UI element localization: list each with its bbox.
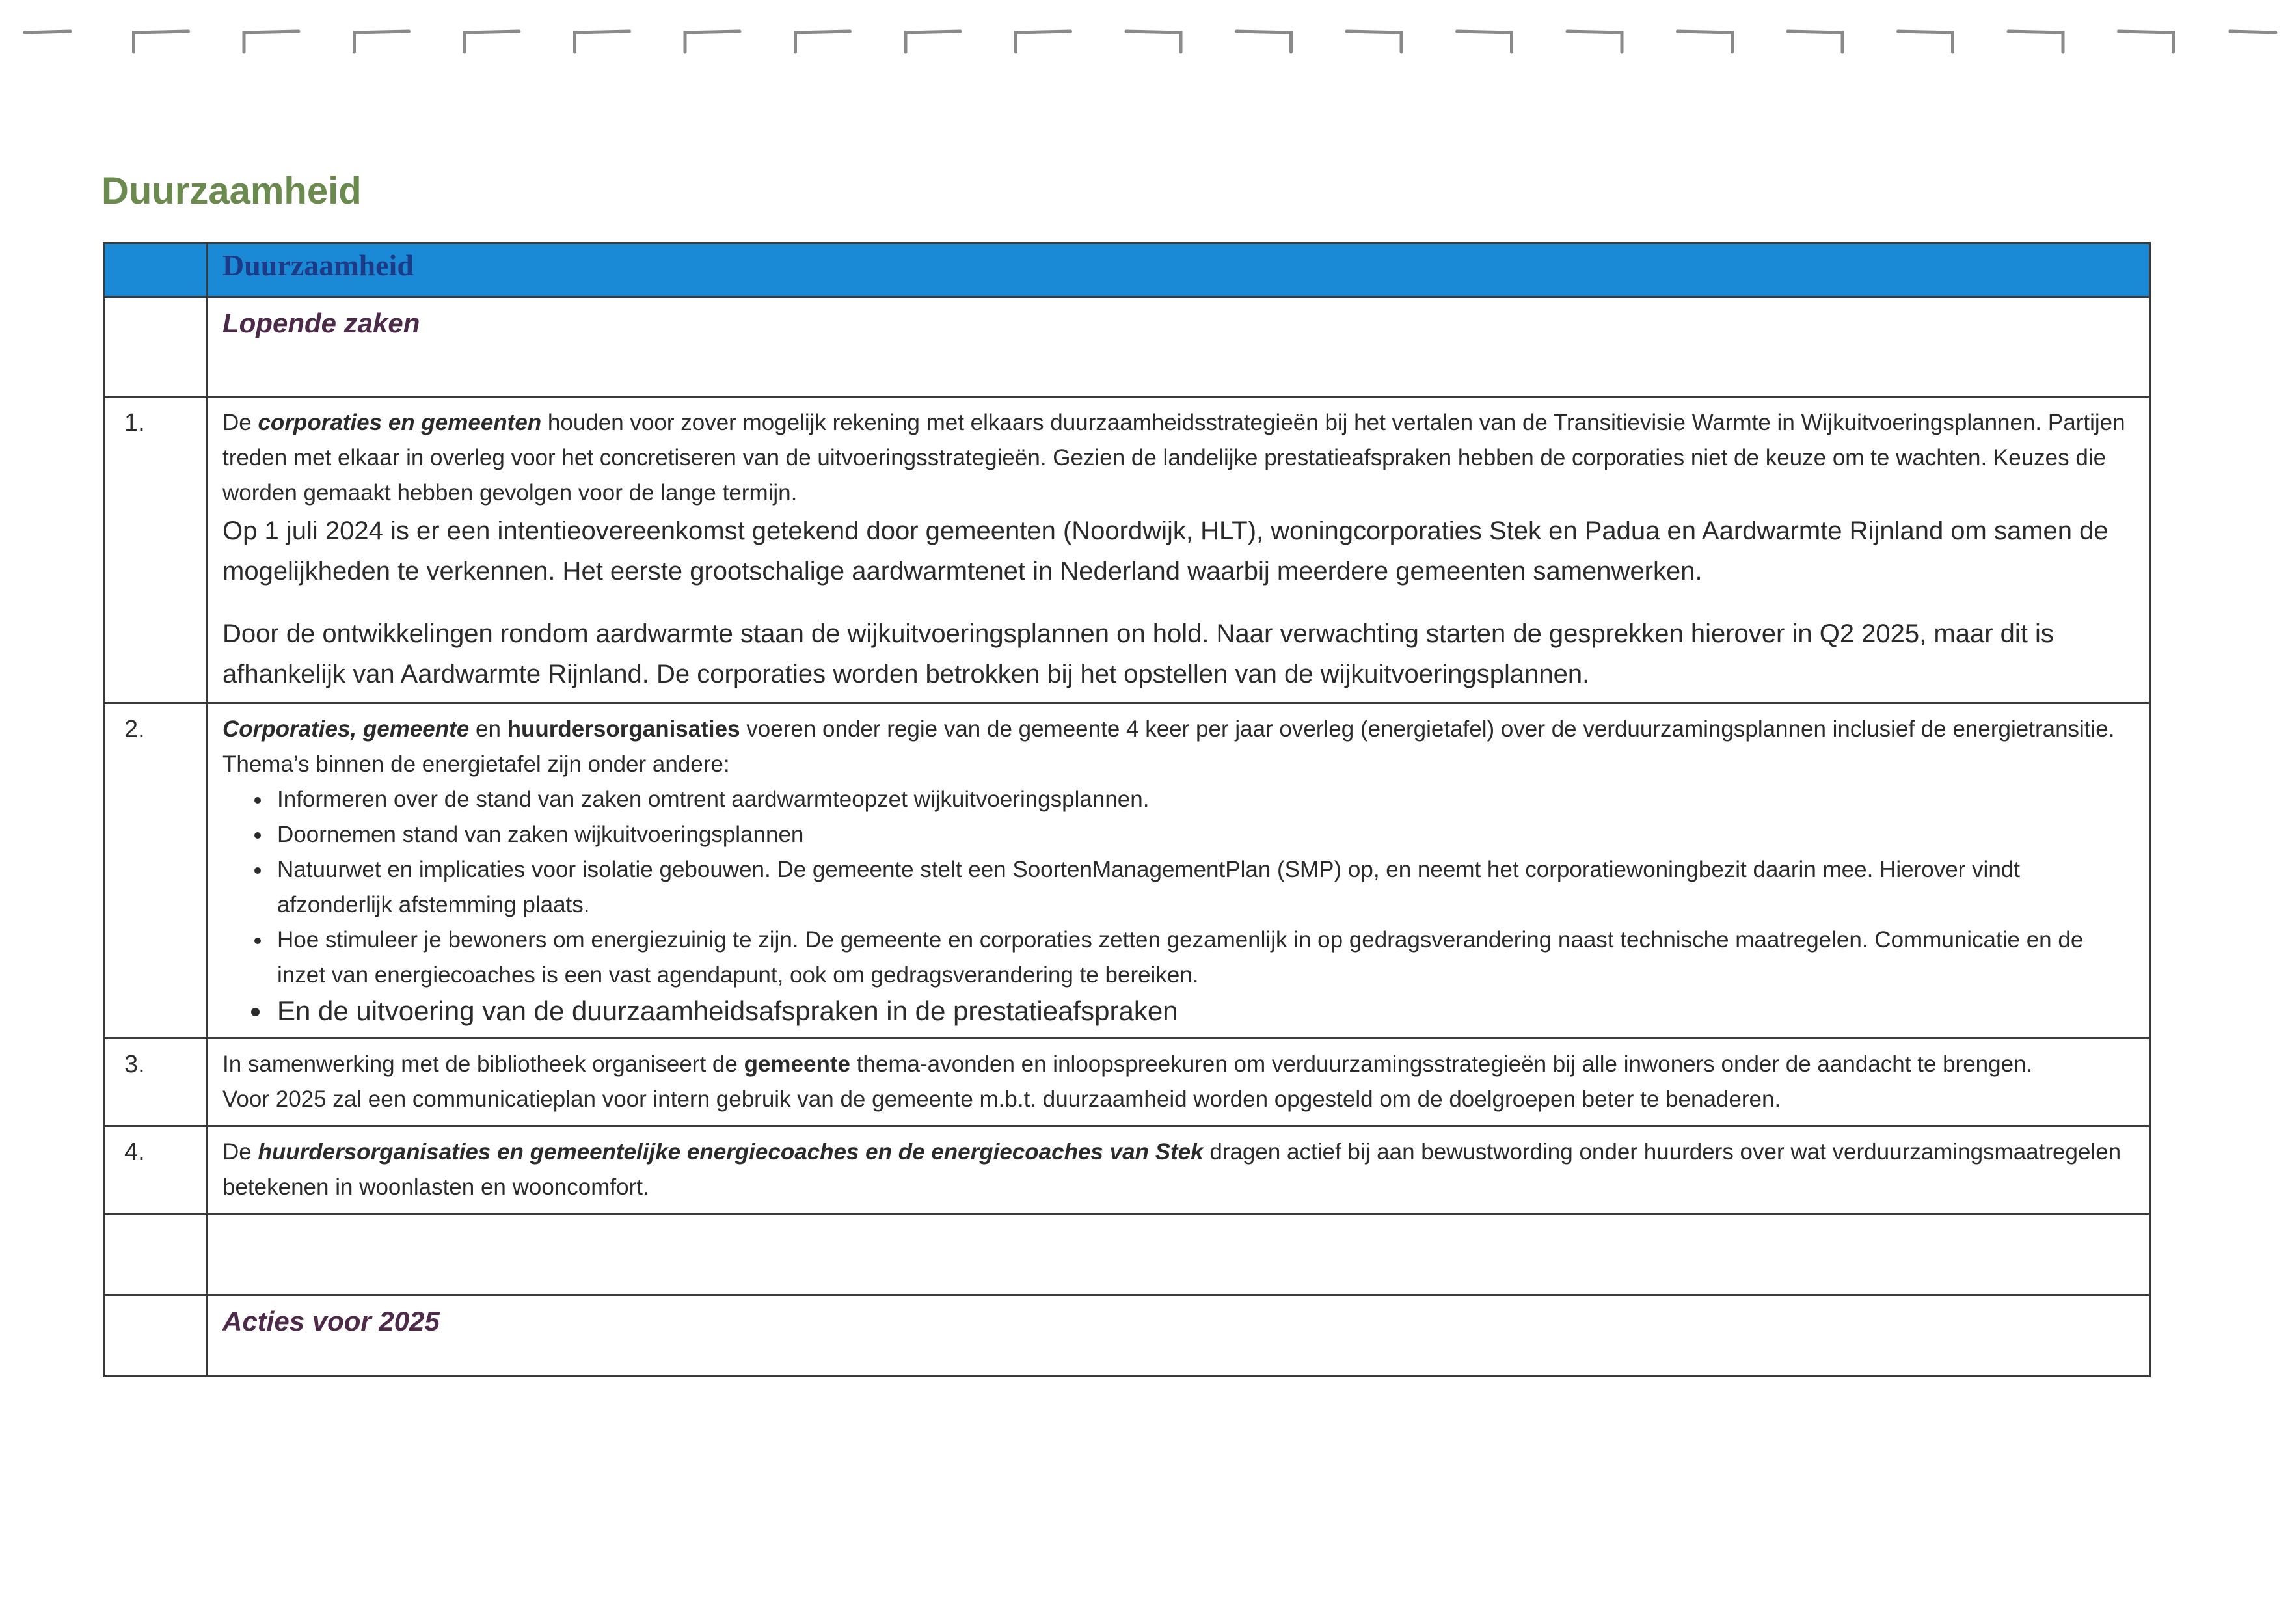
punch-mark	[1016, 31, 1071, 52]
empty-row	[104, 1214, 2150, 1295]
row-content	[208, 1038, 2150, 1126]
table-header-row	[104, 243, 2150, 297]
section-row-acties	[104, 1295, 2150, 1377]
section-row-lopende-zaken	[104, 297, 2150, 397]
punch-mark	[685, 31, 740, 52]
row-content	[208, 703, 2150, 1038]
emphasis-text: huurdersorganisaties en gemeentelijke energiecoaches en de energiecoaches van Stek	[258, 1139, 1204, 1165]
row-number: 2.	[104, 703, 208, 1038]
punch-mark	[1898, 31, 1953, 52]
header-title-cell	[208, 243, 2150, 297]
header-number-cell	[104, 243, 208, 297]
punch-mark	[1788, 31, 1842, 52]
punch-mark	[1567, 31, 1622, 52]
section-heading-lopende-zaken: Lopende zaken	[222, 308, 420, 338]
paragraph-spacer	[222, 591, 2135, 614]
row-paragraph: Corporaties, gemeente en huurdersorganisaties voeren onder regie van de gemeente 4 keer per jaar overleg (energietafel) over de verduurzamingsplannen inclusief de energietransitie.	[222, 716, 2115, 742]
punch-mark	[906, 31, 960, 52]
punch-mark	[2230, 31, 2276, 33]
row-paragraph: De huurdersorganisaties en gemeentelijke energiecoaches en de energiecoaches van Stek dragen actief bij aan bewustwording onder huurders over wat verduurzamingsmaatregelen betekenen in woonlasten en wooncomfort.	[222, 1139, 2122, 1200]
punch-mark	[1237, 31, 1291, 52]
row-paragraph: In samenwerking met de bibliotheek organiseert de gemeente thema-avonden en inloopspreekuren om verduurzamingsstrategieën bij alle inwoners onder de aandacht te brengen.	[222, 1051, 2033, 1077]
row-paragraph: Voor 2025 zal een communicatieplan voor intern gebruik van de gemeente m.b.t. duurzaamheid worden opgesteld om de doelgroepen beter te benaderen.	[222, 1087, 1781, 1112]
emphasis-text: huurdersorganisaties	[507, 716, 740, 742]
emphasis-text: gemeente	[744, 1051, 850, 1077]
row-number: 1.	[104, 397, 208, 703]
punch-mark	[134, 31, 189, 52]
list-item: • En de uitvoering van de duurzaamheidsafspraken in de prestatieafspraken	[272, 993, 2135, 1029]
row-paragraph: Op 1 juli 2024 is er een intentieovereenkomst getekend door gemeenten (Noordwijk, HLT), woningcorporaties Stek en Padua en Aardwarmte Rijnland om samen de mogelijkheden te verkennen. Het eerste grootschalige aardwarmtenet in Nederland waarbij meerdere gemeenten samenwerken.	[222, 517, 2108, 586]
punch-mark	[575, 31, 630, 52]
table-row	[104, 1126, 2150, 1214]
punch-mark	[1126, 31, 1181, 52]
duurzaamheid-table	[103, 242, 2151, 1377]
row-paragraph: Door de ontwikkelingen rondom aardwarmte staan de wijkuitvoeringsplannen on hold. Naar verwachting starten de gesprekken hierover in Q2 2025, maar dit is afhankelijk van Aardwarmte Rijnland. De corporaties worden betrokken bij het opstellen van de wijkuitvoeringsplannen.	[222, 619, 2054, 688]
punch-mark	[796, 31, 850, 52]
binder-punch-marks	[0, 18, 2290, 70]
punch-mark	[2008, 31, 2063, 52]
table-header-title: Duurzaamheid	[222, 249, 414, 282]
punch-mark	[355, 31, 409, 52]
punch-mark	[1457, 31, 1512, 52]
row-content	[208, 1126, 2150, 1214]
bullet-list	[222, 782, 2135, 1029]
emphasis-text: corporaties en gemeenten	[258, 410, 542, 435]
table-row	[104, 397, 2150, 703]
list-item: • Informeren over de stand van zaken omtrent aardwarmteopzet wijkuitvoeringsplannen.	[272, 782, 2135, 817]
table-row	[104, 1038, 2150, 1126]
list-item: • Doornemen stand van zaken wijkuitvoeringsplannen	[272, 817, 2135, 852]
row-number: 4.	[104, 1126, 208, 1214]
table-row	[104, 703, 2150, 1038]
punch-mark	[1347, 31, 1401, 52]
list-item: • Hoe stimuleer je bewoners om energiezuinig te zijn. De gemeente en corporaties zetten gezamenlijk in op gedragsverandering naast technische maatregelen. Communicatie en de inzet van energiecoaches is een vast agendapunt, ook om gedragsverandering te bereiken.	[272, 923, 2135, 993]
row-paragraph: Thema’s binnen de energietafel zijn onder andere:	[222, 751, 730, 777]
punch-mark	[1678, 31, 1732, 52]
punch-mark	[25, 31, 70, 33]
page-title: Duurzaamheid	[101, 170, 362, 212]
punch-mark	[465, 31, 519, 52]
punch-mark	[2119, 31, 2174, 52]
section-heading-acties: Acties voor 2025	[222, 1306, 440, 1336]
emphasis-text: Corporaties, gemeente	[222, 716, 470, 742]
punch-mark	[244, 31, 299, 52]
row-content	[208, 397, 2150, 703]
row-number: 3.	[104, 1038, 208, 1126]
list-item: • Natuurwet en implicaties voor isolatie gebouwen. De gemeente stelt een SoortenManagementPlan (SMP) op, en neemt het corporatiewoningbezit daarin mee. Hierover vindt afzonderlijk afstemming plaats.	[272, 852, 2135, 923]
row-paragraph: De corporaties en gemeenten houden voor zover mogelijk rekening met elkaars duurzaamheidsstrategieën bij het vertalen van de Transitievisie Warmte in Wijkuitvoeringsplannen. Partijen treden met elkaar in overleg voor het concretiseren van de uitvoeringsstrategieën. Gezien de landelijke prestatieafspraken hebben de corporaties niet de keuze om te wachten. Keuzes die worden gemaakt hebben gevolgen voor de lange termijn.	[222, 410, 2125, 506]
